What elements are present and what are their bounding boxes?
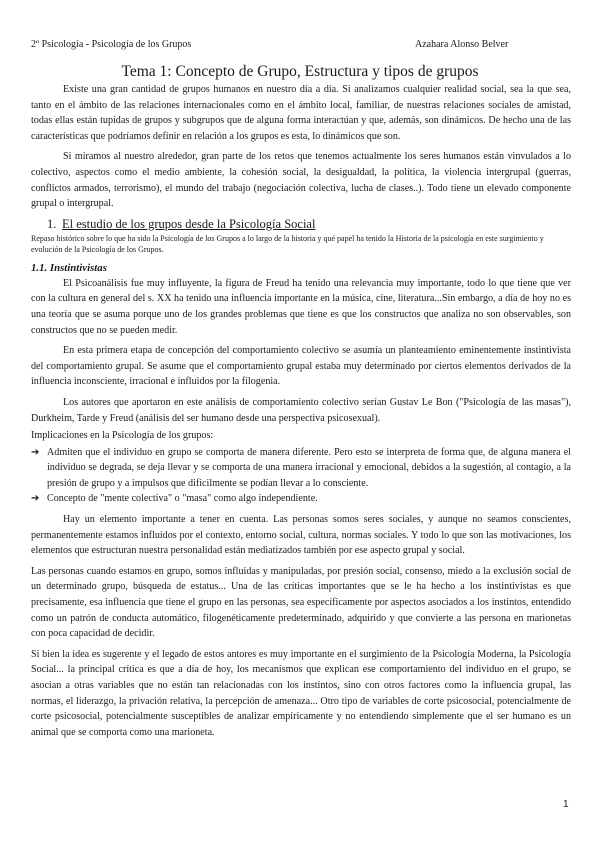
section-heading xyxy=(31,216,571,233)
implications-list xyxy=(31,445,571,507)
arrow-icon: ➔ xyxy=(31,446,40,458)
document-body xyxy=(31,82,571,740)
list-item-text: Concepto de "mente colectiva" o "masa" como algo independiente. xyxy=(47,493,318,505)
header-author: Azahara Alonso Belver xyxy=(415,39,509,50)
subsection-paragraph-1: El Psicoanálisis fue muy influyente, la figura de Freud ha tenido una relevancia muy importante, todo lo que tiene que ver con la cultura en general del s. XX ha tenido una influencia importante en la música, cine, literatura...Sin embargo, a día de hoy no es una teoría que se asuma porque uno de los grandes problemas que tiene es que los constructos que analiza no son observables, son constructos que no se pueden medir. xyxy=(31,277,571,336)
section-number: 1. xyxy=(47,216,57,231)
intro-paragraph-1: Existe una gran cantidad de grupos humanos en nuestro día a día. Si analizamos cualquier realidad social, sea la que sea, tanto en el ámbito de las relaciones internacionales como en el ámbito local, familiar, de nuestras relaciones sociales de amistad, todas ellas están tupidas de grupos y subgrupos que de alguna forma interactúan y que, además, son dinámicos. De hecho una de las características que podríamos definir en relación a los grupos es esta, lo dinámicos que son. xyxy=(31,84,571,142)
list-item-text: Admiten que el individuo en grupo se comporta de manera diferente. Pero esto se interpreta de forma que, de alguna manera el individuo se degrada, se deja llevar y se comporta de una manera irracional y emocional, debidos a la sugestión, al contagio, a la presión de grupo y a impulsos que difícilmente se podían llevar a lo consciente. xyxy=(47,446,571,489)
list-item xyxy=(31,491,571,507)
implications-label: Implicaciones en la Psicología de los grupos: xyxy=(31,430,214,442)
after-paragraph-3: Si bien la idea es sugerente y el legado de estos antores es muy importante en el surgimiento de la Psicología Moderna, la Psicología Social... la principal crítica es que a día de hoy, los mecanismos que explican ese comportamiento del individuo en el grupo, se asocian a otras variables que no están tan relacionadas con los instintos, sino con otros factores como la influencia grupal, las normas, el liderazgo, la privación relativa, la percepción de amenaza... Otro tipo de variables de corte psicosocial, potencialmente de corte psicosocial, potencialmente susceptibles de analizar empíricamente y no entendiendo simplemente que el ser humano es un animal que se comporta como una marioneta. xyxy=(31,648,571,738)
subsection-paragraph-2: En esta primera etapa de concepción del comportamiento colectivo se asumía un planteamiento eminentemente instintivista del comportamiento grupal. Se asume que el comportamiento grupal estaba muy determinado por ciertos elementos derivados de la influencia inconsciente, irracional e influidos por la filogenia. xyxy=(31,345,571,388)
after-paragraph-2: Las personas cuando estamos en grupo, somos influidas y manipuladas, por presión social, consenso, miedo a la exclusión social de un determinado grupo, búsqueda de estatus... Una de las críticas importantes que se le ha hecho a los instintivistas es que precisamente, esa influencia que tiene el grupo en las personas, sea específicamente por aspectos asociados a los instintos, entendido como un patrón de conducta automático, filogenéticamente predeterminado, adquirido y que convierte a las persona en marionetas con poca capacidad de decidir. xyxy=(31,565,571,640)
section-summary: Repaso histórico sobre lo que ha sido la Psicología de los Grupos a lo largo de la historia y qué papel ha tenido la Historia de la psicología en este surgimiento y evolución de la Psicología de los Grupos. xyxy=(31,233,544,255)
section-title: El estudio de los grupos desde la Psicología Social xyxy=(62,216,316,231)
list-item xyxy=(31,445,571,492)
header-course: 2º Psicología - Psicología de los Grupos xyxy=(31,39,192,50)
subsection-heading: 1.1. Instintivistas xyxy=(31,261,107,274)
page-number: 1 xyxy=(563,799,569,810)
intro-paragraph-2: Si miramos al nuestro alrededor, gran parte de los retos que tenemos actualmente los seres humanos están vinvulados a lo colectivo, aspectos como el medio ambiente, la cohesión social, la desigualdad, la política, la violencia intergrupal (guerras, conflictos armados, terrorismo), el mundo del trabajo (negociación colectiva, lucha de clases..). Todo tiene un elevado componente grupal o intergrupal. xyxy=(31,151,571,210)
subsection-paragraph-3: Los autores que aportaron en este análisis de comportamiento colectivo serían Gustav Le Bon ("Psicología de las masas"), Durkheim, Tarde y Freud (análisis del ser humano desde una perspectiva psicosexual). xyxy=(31,396,571,424)
arrow-icon: ➔ xyxy=(31,493,40,505)
page-title: Tema 1: Concepto de Grupo, Estructura y tipos de grupos xyxy=(121,63,479,80)
after-paragraph-1: Hay un elemento importante a tener en cuenta. Las personas somos seres sociales, y aunque no seamos conscientes, permanentemente estamos influidos por el contexto, entorno social, cultura, normas sociales. Y todo lo que son las motivaciones, los elementos que estructuran nuestra personalidad están mediatizados también por ese aspecto grupal y social. xyxy=(31,514,571,557)
